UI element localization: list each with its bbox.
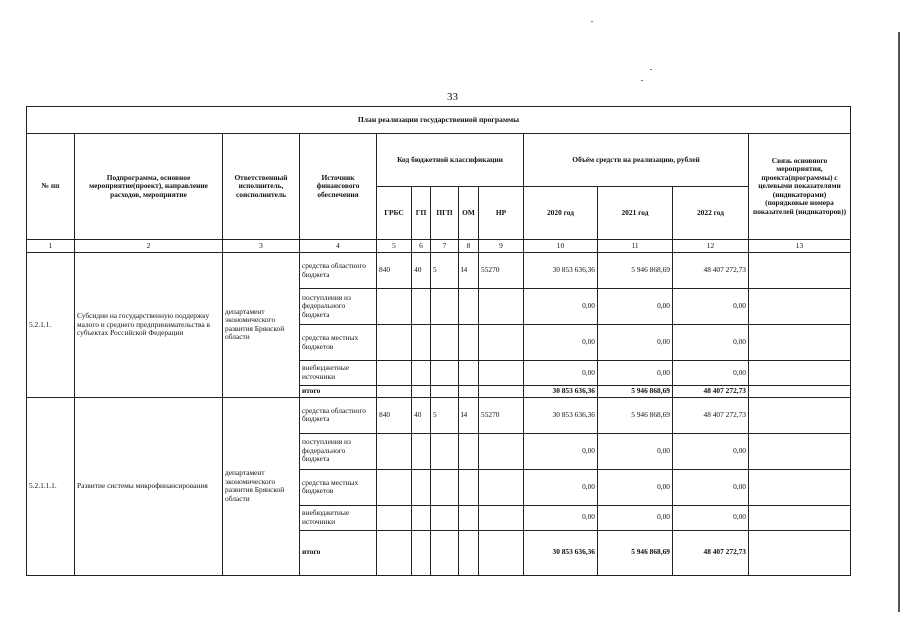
header-gp: ГП bbox=[412, 187, 431, 240]
amount-2022: 48 407 272,73 bbox=[673, 530, 749, 575]
code-nr bbox=[479, 530, 524, 575]
code-gp bbox=[412, 433, 431, 469]
amount-2022: 0,00 bbox=[673, 433, 749, 469]
code-pgp bbox=[431, 433, 459, 469]
scan-speck bbox=[591, 21, 593, 22]
column-index: 4 bbox=[300, 240, 377, 253]
code-om bbox=[459, 505, 479, 530]
header-executor: Ответственный исполнитель, соисполнитель bbox=[223, 134, 300, 240]
program-plan-table bbox=[26, 106, 851, 576]
code-om bbox=[459, 469, 479, 505]
amount-2021: 5 946 868,69 bbox=[598, 530, 673, 575]
column-index: 12 bbox=[673, 240, 749, 253]
code-om bbox=[459, 361, 479, 386]
header-kbk: Код бюджетной классификации bbox=[377, 134, 524, 187]
indicator-link bbox=[749, 253, 851, 289]
code-pgp: 5 bbox=[431, 397, 459, 433]
amount-2022: 48 407 272,73 bbox=[673, 253, 749, 289]
table-row bbox=[27, 397, 851, 433]
code-nr: 55270 bbox=[479, 253, 524, 289]
code-gp: 40 bbox=[412, 253, 431, 289]
indicator-link bbox=[749, 325, 851, 361]
code-pgp bbox=[431, 505, 459, 530]
amount-2022: 0,00 bbox=[673, 505, 749, 530]
amount-2020: 30 853 636,36 bbox=[524, 397, 598, 433]
amount-2021: 0,00 bbox=[598, 361, 673, 386]
amount-2020: 0,00 bbox=[524, 289, 598, 325]
code-om bbox=[459, 433, 479, 469]
header-subprogram: Подпрограмма, основное мероприятие(проект), направление расходов, мероприятие bbox=[75, 134, 223, 240]
responsible-executor: департамент экономического развития Брянской области bbox=[223, 253, 300, 398]
code-pgp bbox=[431, 325, 459, 361]
code-grbs bbox=[377, 505, 412, 530]
column-index-row bbox=[27, 240, 851, 253]
indicator-link bbox=[749, 433, 851, 469]
code-nr bbox=[479, 433, 524, 469]
code-om bbox=[459, 325, 479, 361]
code-gp bbox=[412, 505, 431, 530]
code-grbs: 840 bbox=[377, 397, 412, 433]
column-index: 8 bbox=[459, 240, 479, 253]
header-source: Источник финансового обеспечения bbox=[300, 134, 377, 240]
funding-source: поступления из федерального бюджета bbox=[300, 433, 377, 469]
amount-2021: 0,00 bbox=[598, 469, 673, 505]
scan-speck bbox=[641, 80, 643, 81]
table-body bbox=[27, 253, 851, 576]
indicator-link bbox=[749, 361, 851, 386]
amount-2020: 0,00 bbox=[524, 361, 598, 386]
code-pgp bbox=[431, 530, 459, 575]
amount-2020: 30 853 636,36 bbox=[524, 386, 598, 398]
amount-2020: 30 853 636,36 bbox=[524, 253, 598, 289]
column-index: 7 bbox=[431, 240, 459, 253]
code-grbs bbox=[377, 361, 412, 386]
amount-2021: 0,00 bbox=[598, 433, 673, 469]
code-gp bbox=[412, 530, 431, 575]
funding-source: внебюджетные источники bbox=[300, 361, 377, 386]
header-2021: 2021 год bbox=[598, 187, 673, 240]
column-index: 5 bbox=[377, 240, 412, 253]
header-om: ОМ bbox=[459, 187, 479, 240]
code-om bbox=[459, 386, 479, 398]
code-pgp bbox=[431, 469, 459, 505]
column-index: 3 bbox=[223, 240, 300, 253]
code-pgp bbox=[431, 289, 459, 325]
amount-2022: 0,00 bbox=[673, 325, 749, 361]
amount-2022: 0,00 bbox=[673, 289, 749, 325]
amount-2021: 5 946 868,69 bbox=[598, 386, 673, 398]
code-nr bbox=[479, 469, 524, 505]
funding-source: итого bbox=[300, 386, 377, 398]
code-grbs bbox=[377, 433, 412, 469]
header-nr: НР bbox=[479, 187, 524, 240]
indicator-link bbox=[749, 469, 851, 505]
code-pgp: 5 bbox=[431, 253, 459, 289]
code-nr bbox=[479, 505, 524, 530]
code-pgp bbox=[431, 386, 459, 398]
code-om bbox=[459, 289, 479, 325]
code-gp bbox=[412, 325, 431, 361]
amount-2022: 48 407 272,73 bbox=[673, 397, 749, 433]
column-index: 10 bbox=[524, 240, 598, 253]
code-nr bbox=[479, 361, 524, 386]
code-om: I4 bbox=[459, 397, 479, 433]
amount-2020: 0,00 bbox=[524, 325, 598, 361]
code-gp bbox=[412, 469, 431, 505]
column-index: 1 bbox=[27, 240, 75, 253]
code-om: I4 bbox=[459, 253, 479, 289]
scan-edge-line bbox=[898, 32, 900, 612]
amount-2021: 0,00 bbox=[598, 505, 673, 530]
amount-2020: 0,00 bbox=[524, 505, 598, 530]
code-gp bbox=[412, 361, 431, 386]
table-title: План реализации государственной программы bbox=[27, 107, 851, 134]
code-gp bbox=[412, 289, 431, 325]
code-om bbox=[459, 530, 479, 575]
column-index: 2 bbox=[75, 240, 223, 253]
amount-2020: 30 853 636,36 bbox=[524, 530, 598, 575]
row-number: 5.2.1.1.1. bbox=[27, 397, 75, 575]
amount-2022: 48 407 272,73 bbox=[673, 386, 749, 398]
code-gp bbox=[412, 386, 431, 398]
amount-2021: 5 946 868,69 bbox=[598, 253, 673, 289]
header-pgp: ПГП bbox=[431, 187, 459, 240]
header-num: № пп bbox=[27, 134, 75, 240]
code-grbs bbox=[377, 386, 412, 398]
code-grbs bbox=[377, 469, 412, 505]
header-2022: 2022 год bbox=[673, 187, 749, 240]
code-nr bbox=[479, 325, 524, 361]
code-gp: 40 bbox=[412, 397, 431, 433]
amount-2021: 5 946 868,69 bbox=[598, 397, 673, 433]
funding-source: средства областного бюджета bbox=[300, 397, 377, 433]
code-grbs bbox=[377, 289, 412, 325]
table-row bbox=[27, 253, 851, 289]
header-grbs: ГРБС bbox=[377, 187, 412, 240]
header-2020: 2020 год bbox=[524, 187, 598, 240]
amount-2020: 0,00 bbox=[524, 469, 598, 505]
indicator-link bbox=[749, 289, 851, 325]
column-index: 11 bbox=[598, 240, 673, 253]
amount-2021: 0,00 bbox=[598, 289, 673, 325]
code-pgp bbox=[431, 361, 459, 386]
column-index: 6 bbox=[412, 240, 431, 253]
amount-2020: 0,00 bbox=[524, 433, 598, 469]
funding-source: средства областного бюджета bbox=[300, 253, 377, 289]
activity-name: Субсидии на государственную поддержку малого и среднего предпринимательства в субъектах Российской Федерации bbox=[75, 253, 223, 398]
column-index: 13 bbox=[749, 240, 851, 253]
responsible-executor: департамент экономического развития Брянской области bbox=[223, 397, 300, 575]
header-link: Связь основного мероприятия, проекта(программы) с целевыми показателями (индикаторами) (порядковые номера показателей (индикаторов)) bbox=[749, 134, 851, 240]
code-nr: 55270 bbox=[479, 397, 524, 433]
column-index: 9 bbox=[479, 240, 524, 253]
funding-source: внебюджетные источники bbox=[300, 505, 377, 530]
header-volume: Объём средств на реализацию, рублей bbox=[524, 134, 749, 187]
amount-2022: 0,00 bbox=[673, 361, 749, 386]
scan-speck bbox=[650, 69, 652, 70]
row-number: 5.2.1.1. bbox=[27, 253, 75, 398]
code-grbs bbox=[377, 325, 412, 361]
code-nr bbox=[479, 289, 524, 325]
indicator-link bbox=[749, 386, 851, 398]
funding-source: средства местных бюджетов bbox=[300, 469, 377, 505]
code-nr bbox=[479, 386, 524, 398]
indicator-link bbox=[749, 397, 851, 433]
amount-2021: 0,00 bbox=[598, 325, 673, 361]
funding-source: итого bbox=[300, 530, 377, 575]
page-number: 33 bbox=[447, 91, 458, 103]
code-grbs bbox=[377, 530, 412, 575]
code-grbs: 840 bbox=[377, 253, 412, 289]
amount-2022: 0,00 bbox=[673, 469, 749, 505]
indicator-link bbox=[749, 505, 851, 530]
funding-source: средства местных бюджетов bbox=[300, 325, 377, 361]
indicator-link bbox=[749, 530, 851, 575]
funding-source: поступления из федерального бюджета bbox=[300, 289, 377, 325]
activity-name: Развитие системы микрофинансирования bbox=[75, 397, 223, 575]
